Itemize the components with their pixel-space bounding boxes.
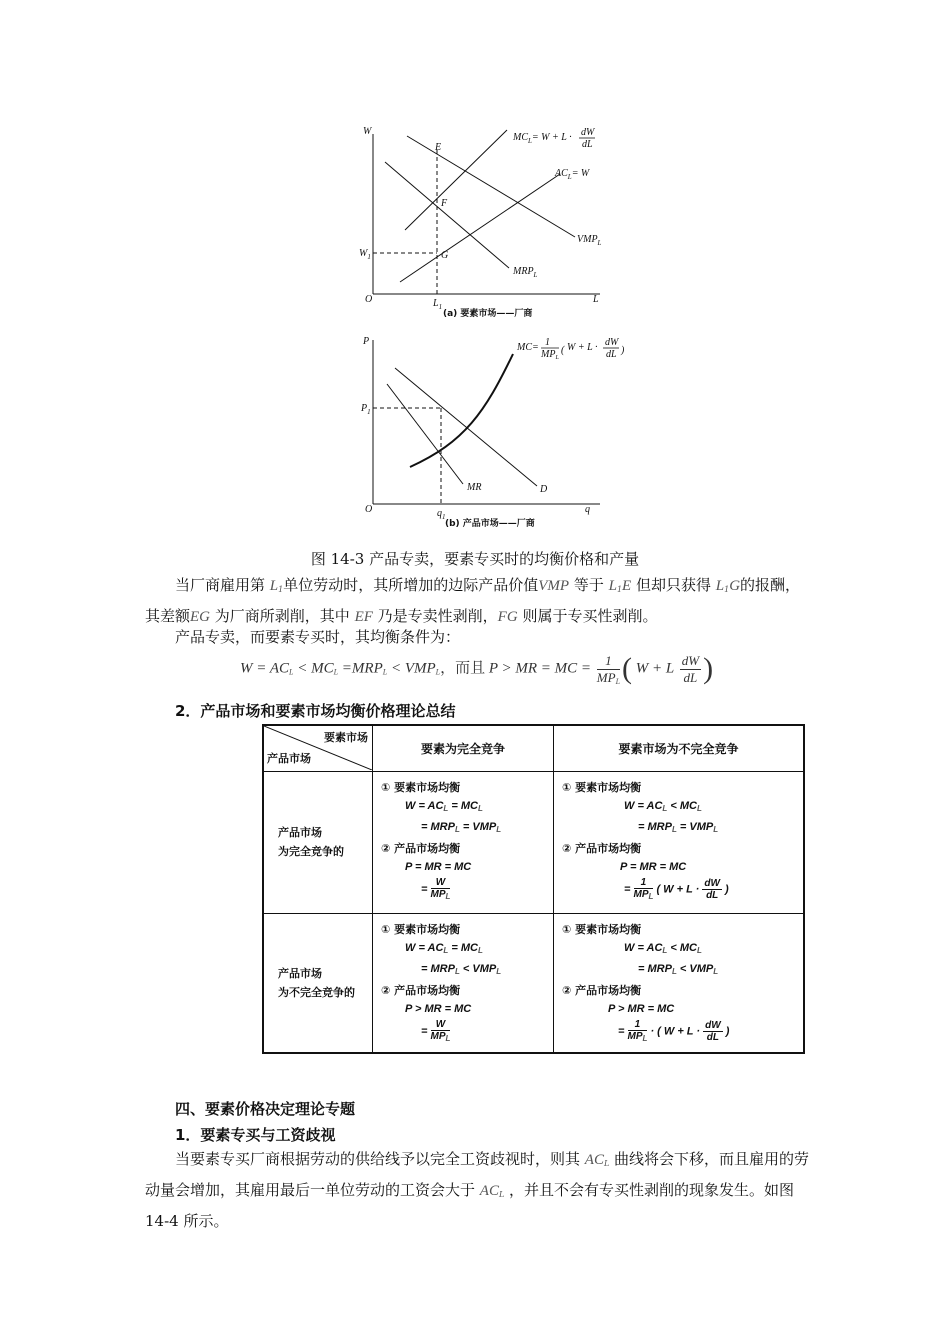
f: L — [382, 667, 388, 677]
label-mr: MR — [467, 482, 482, 493]
cell-imperfect-imperfect: ① 要素市场均衡 $W = AC_L < MC_L$ = $MRP_L < VMP_L$ ② 产品市场均衡 P > MR = MC = 1 $MP_L$ · ( W + L · $\frac{dW}{dL}$ ) — [554, 913, 805, 1053]
f: L — [289, 667, 294, 677]
sub: 1 — [724, 585, 730, 594]
var: AC — [584, 1152, 604, 1168]
var: L — [269, 578, 279, 594]
formula-derivative — [680, 653, 701, 686]
f: W = AC — [240, 660, 290, 677]
text: 单位劳动时，其所增加的边际产品价值 — [283, 576, 539, 594]
f: W + L — [635, 660, 674, 677]
f: dL — [683, 669, 698, 685]
text: 为厂商所剥削，其中 — [210, 607, 355, 625]
label-mc-l-den: dL — [582, 139, 593, 150]
point-g: G — [441, 250, 449, 261]
paragraph-wage-discrimination — [145, 1146, 810, 1234]
label-mc-inner-num: dW — [605, 337, 619, 348]
curve-mr — [387, 384, 463, 484]
label-mc-inner-den: dL — [606, 349, 617, 360]
header-imperfect-factor: 要素市场为不完全竞争 — [554, 725, 805, 771]
f: L — [615, 676, 621, 686]
row-label-perfect-product: 产品市场 为完全竞争的 — [263, 771, 373, 913]
cell-perfect-imperfect: ① 要素市场均衡 $W = AC_L < MC_L$ = $MRP_L = VMP_L$ ② 产品市场均衡 P = MR = MC = 1 $MP_L$ ( W + L · $\frac{dW}{dL}$ ) — [554, 771, 805, 913]
f: < MC — [293, 660, 334, 677]
row-label-imperfect-product: 产品市场 为不完全竞争的 — [263, 913, 373, 1053]
figure-b-caption: (b) 产品市场——厂商 — [445, 519, 535, 529]
text: 则属于专买性剥削。 — [517, 607, 658, 625]
section-heading-4-1: 1．要素专买与工资歧视 — [175, 1126, 336, 1144]
label-mc-l: $MC_L= W + L$ · — [513, 132, 572, 145]
f: L — [435, 667, 441, 677]
text: 的报酬，其差额 — [145, 576, 801, 625]
f: < VMP — [387, 660, 436, 677]
equilibrium-summary-table — [262, 724, 805, 1054]
var: G — [729, 578, 741, 594]
curve-mc — [410, 354, 513, 467]
section-heading-4: 四、要素价格决定理论专题 — [175, 1100, 356, 1118]
label-mc: MC= — [517, 342, 539, 353]
f: P > MR = MC = — [485, 660, 592, 677]
label-mc-den: $MP_L$ — [541, 349, 559, 361]
label-ac-l: $AC_L= W$ — [555, 168, 590, 181]
text: 曲线将会下移，而且雇用的劳动量会增加，其雇用最后一单位劳动的工资会大于 — [145, 1150, 810, 1199]
text: ，并且不会有专买性剥削的现象发生。如图 14-4 所示。 — [145, 1181, 795, 1230]
cell-imperfect-perfect: ① 要素市场均衡 $W = AC_L = MC_L$ = $MRP_L < VMP_L$ ② 产品市场均衡 P > MR = MC = W $MP_L$ — [373, 913, 554, 1053]
point-e: E — [435, 142, 442, 153]
sub: L — [498, 1190, 505, 1199]
text: 当厂商雇用第 — [175, 576, 270, 594]
label-mc-num: 1 — [545, 337, 550, 348]
var: EG — [190, 609, 211, 625]
figure-a-factor-market — [355, 122, 625, 322]
figure-caption: 图 14-3 产品专卖，要素专买时的均衡价格和产量 — [310, 550, 640, 568]
f: =MRP — [338, 660, 383, 677]
axis-label-w: W — [363, 126, 372, 137]
text: 但却只获得 — [631, 576, 716, 594]
label-vmp-l: $VMP_L$ — [577, 234, 602, 247]
var: L — [715, 578, 725, 594]
figure-a-caption: (a) 要素市场——厂商 — [443, 309, 533, 319]
label-mc-expr: W + L · — [567, 342, 598, 353]
f: 1 — [597, 653, 620, 670]
var: EF — [354, 609, 373, 625]
point-f: F — [441, 198, 448, 209]
corner-cell — [263, 725, 373, 771]
var: VMP — [538, 578, 570, 594]
curve-d — [395, 368, 537, 486]
figure-b-product-market — [355, 332, 635, 532]
header-perfect-factor: 要素为完全竞争 — [373, 725, 554, 771]
label-mc-l-num: dW — [581, 127, 595, 138]
f: L — [333, 667, 339, 677]
text: 乃是专卖性剥削， — [372, 607, 498, 625]
sub: L — [603, 1159, 610, 1168]
corner-bottom: 产品市场 — [267, 752, 311, 766]
axis-label-q: q — [585, 504, 590, 515]
tick-l1: $L_1$ — [433, 298, 443, 311]
curve-vmp-l — [407, 136, 575, 237]
origin-label: O — [365, 294, 373, 305]
var: E — [622, 578, 632, 594]
f: ，而且 — [440, 658, 486, 677]
var: FG — [497, 609, 518, 625]
section-heading-2: 2．产品市场和要素市场均衡价格理论总结 — [175, 702, 456, 720]
axis-label-p: P — [363, 336, 370, 347]
origin-label: O — [365, 504, 373, 515]
f: dW — [681, 652, 700, 668]
paragraph-equilibrium-intro: 产品专卖，而要素专买时，其均衡条件为： — [175, 628, 461, 646]
sub: 1 — [616, 585, 623, 594]
f: MP — [596, 669, 616, 685]
var: L — [608, 578, 617, 594]
text: 等于 — [569, 576, 609, 594]
tick-w1: $W_1$ — [359, 248, 371, 261]
tick-p1: $P_1$ — [361, 403, 371, 416]
label-mrp-l: $MRP_L$ — [513, 266, 538, 279]
curve-ac-l — [400, 174, 560, 282]
text: 当要素专买厂商根据劳动的供给线予以完全工资歧视时，则其 — [175, 1150, 585, 1168]
tick-q1: $q_1$ — [437, 508, 446, 521]
var: AC — [479, 1183, 499, 1199]
label-mc-paren-close: ) — [621, 345, 625, 356]
label-d: D — [540, 484, 548, 495]
curve-mc-l — [405, 130, 507, 230]
cell-perfect-perfect: ① 要素市场均衡 $W = AC_L = MC_L$ = $MRP_L = VMP_L$ ② 产品市场均衡 P = MR = MC = W $MP_L$ — [373, 771, 554, 913]
formula-fraction — [597, 653, 620, 686]
paragraph-exploitation — [145, 572, 810, 630]
equilibrium-formula: $W = AC_L < MC_L =MRP_L < VMP_L$，而且 P > MR = MC = $\frac{1}{MP_L}$ ( W + L $\frac{dW}{dL}$ ) — [240, 652, 714, 686]
axis-label-l: L — [593, 294, 599, 305]
label-mc-paren-open: ( — [561, 345, 565, 356]
sub: 1 — [278, 585, 284, 594]
corner-top: 要素市场 — [324, 731, 368, 745]
